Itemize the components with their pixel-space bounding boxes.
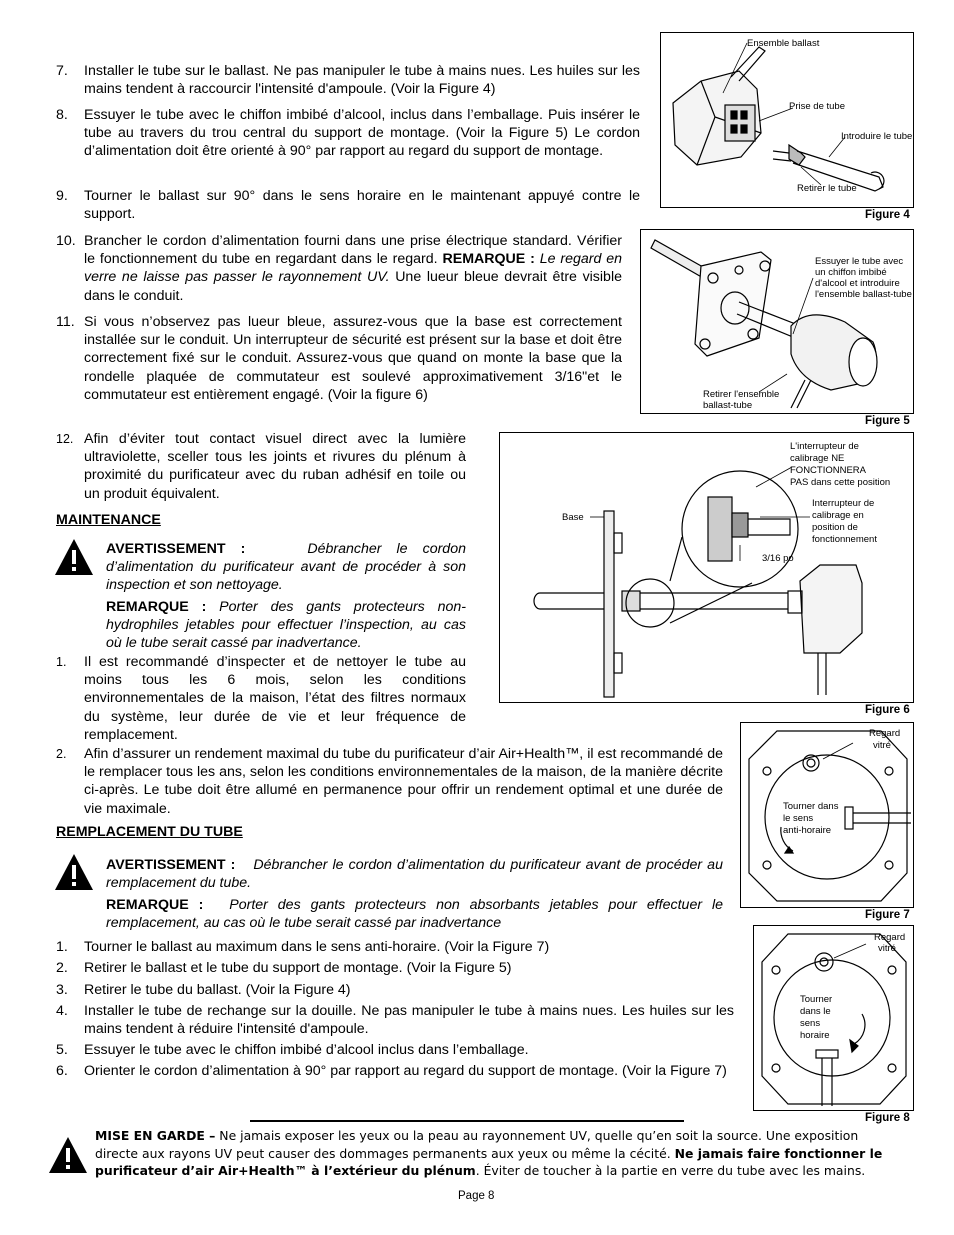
fig6-label-off-line1: L'interrupteur de [790,441,859,452]
replacement-warning [106,856,723,892]
replacement-item-1-text: Tourner le ballast au maximum dans le sens anti-horaire. (Voir la Figure 7) [84,939,550,955]
fig8-label-turn-line4: horaire [800,1030,830,1041]
warning-triangle-icon [54,538,94,576]
fig7-label-turn-line2: le sens [783,813,814,824]
maintenance-item-2-number: 2. [56,747,67,761]
maintenance-warning [106,540,466,595]
replacement-item-2-text: Retirer le ballast et le tube du support de montage. (Voir la Figure 5) [84,960,512,976]
fig5-label-insert-line1: Essuyer le tube avec [815,256,904,267]
replacement-warning-text: Débrancher le cordon d’alimentation du purificateur avant de procéder au remplacement du tube. [106,857,723,892]
fig8-label-regard-line2: vitré [878,943,896,954]
fig6-label-base: Base [562,512,584,523]
replacement-item-4-number: 4. [56,1003,68,1019]
step-7-number: 7. [56,63,68,79]
fig8-label-turn-line2: dans le [800,1006,831,1017]
replacement-item-3-number: 3. [56,982,68,998]
replacement-item-6-text: Orienter le cordon d’alimentation à 90° par rapport au regard du support de montage. (Voir la Figure 7) [84,1063,727,1079]
fig6-label-dimension: 3/16 po [762,553,794,564]
figure-7 [740,722,914,908]
fig5-label-insert-line2: un chiffon imbibé [815,267,887,278]
step-7-text: Installer le tube sur le ballast. Ne pas manipuler le tube à mains nues. Les huiles sur les mains tendent à raccourcir l'intensité d'ampoule. (Voir la Figure 4) [84,63,640,98]
replacement-item-2-number: 2. [56,960,68,976]
step-10-text-b: Une lueur bleue devrait être visible dans le conduit. [84,269,622,304]
step-8-number: 8. [56,107,68,123]
mise-en-garde-text-b: . Éviter de toucher à la partie en verre du tube avec les mains. [475,1163,866,1178]
maintenance-heading: MAINTENANCE [56,512,161,528]
figure-5-illustration [641,230,913,413]
divider-line [250,1120,684,1122]
fig4-label-remove: Retirer le tube [797,183,857,194]
step-8-text: Essuyer le tube avec le chiffon imbibé d’alcool, inclus dans l’emballage. Puis insérer le tube au travers du trou central du support de montage. (Voir la Figure 5) Le cordon d’alimentation doit être orienté à 90° par rapport au regard du support de montage. [84,107,640,160]
fig8-label-turn-line1: Tourner [800,994,833,1005]
fig7-label-turn-line3: anti-horaire [783,825,832,836]
replacement-note-label: REMARQUE : [106,897,204,913]
step-11-number: 11. [56,314,75,330]
fig4-label-socket: Prise de tube [789,101,845,112]
step-10-note-italic: Le regard en verre ne laisse pas passer le rayonnement UV. [84,251,622,286]
figure-6-caption: Figure 6 [865,704,910,716]
fig7-label-regard-line2: vitré [873,740,891,751]
maintenance-warning-text: Débrancher le cordon d’alimentation du purificateur avant de procéder à son inspection et son nettoyage. [106,541,466,594]
fig5-label-insert-line4: l'ensemble ballast-tube [815,289,912,300]
replacement-item-5-text: Essuyer le tube avec le chiffon imbibé d’alcool inclus dans l’emballage. [84,1042,529,1058]
fig8-label-regard-line1: Regard [874,932,906,943]
figure-7-illustration [741,723,913,907]
replacement-note [106,896,723,932]
warning-triangle-icon [48,1136,88,1174]
figure-6 [499,432,914,703]
replacement-note-text: Porter des gants protecteurs non absorbants jetables pour effectuer le remplacement, au cas où le tube serait cassé par inadvertance [106,897,724,932]
fig6-label-on-line4: fonctionnement [812,534,877,545]
mise-en-garde-label: MISE EN GARDE – [95,1128,216,1143]
replacement-warning-label: AVERTISSEMENT : [106,857,236,873]
mise-en-garde-text-a: Ne jamais exposer les yeux ou la peau au rayonnement UV, quelle qu’en soit la source. Une exposition directe aux rayons UV peut causer des dommages permanents aux yeux ou même la cécité. [95,1128,859,1161]
fig4-label-ballast: Ensemble ballast [747,38,820,49]
fig6-label-off-line3: FONCTIONNERA [790,465,866,476]
step-10-note-label: REMARQUE : [442,251,540,268]
replacement-item-6-number: 6. [56,1063,68,1079]
fig6-label-on-line3: position de [812,522,858,533]
page-number: Page 8 [458,1190,495,1202]
figure-7-caption: Figure 7 [865,909,910,921]
figure-5 [640,229,914,414]
figure-8-illustration [754,926,913,1110]
replacement-item-4-text: Installer le tube de rechange sur la douille. Ne pas manipuler le tube à mains nues. Les huiles sur les mains tendent à réduire l'intensité d'ampoule. [84,1003,734,1038]
replacement-item-3-text: Retirer le tube du ballast. (Voir la Figure 4) [84,982,351,998]
figure-8-caption: Figure 8 [865,1112,910,1124]
mise-en-garde [95,1127,895,1180]
maintenance-warning-label: AVERTISSEMENT : [106,541,246,557]
replacement-heading: REMPLACEMENT DU TUBE [56,824,243,840]
replacement-item-5-number: 5. [56,1042,68,1058]
figure-4-illustration [661,33,913,207]
maintenance-item-1-text: Il est recommandé d’inspecter et de nettoyer le tube au moins tous les 6 mois, selon les conditions environnementales de la maison, l’état des filtres normaux du système, leur durée de vie et leur fréquence de remplacement. [84,654,466,743]
fig5-label-remove-line1: Retirer l'ensemble [703,389,780,400]
step-12-number: 12. [56,432,74,446]
mise-en-garde-bold: Ne jamais faire fonctionner le purificateur d’air Air+Health™ à l’extérieur du plénum [95,1145,883,1178]
maintenance-note-text: Porter des gants protecteurs non-hydrophiles jetables pour effectuer l’inspection, au cas où le tube serait cassé par inadvertance. [106,599,466,652]
fig6-label-on-line1: Interrupteur de [812,498,875,509]
fig6-label-off-line2: calibrage NE [790,453,845,464]
figure-4-caption: Figure 4 [865,209,910,221]
step-10-text-a: Brancher le cordon d’alimentation fourni dans une prise électrique standard. Vérifier le fonctionnement du tube en regardant dans le regard. [84,233,622,268]
fig5-label-insert-line3: d'alcool et introduire [815,278,900,289]
maintenance-item-2-text: Afin d’assurer un rendement maximal du tube du purificateur d’air Air+Health™, il est recommandé de le remplacer tous les ans, selon les conditions environnementales de la maison, de la manière décrite ci-après. Le tube doit être allumé en permanence pour offrir un rendement optimal et une durée de vie maximale. [84,746,723,817]
figure-5-caption: Figure 5 [865,415,910,427]
fig6-label-on-line2: calibrage en [812,510,864,521]
maintenance-note [106,598,466,653]
figure-8 [753,925,914,1111]
step-9-number: 9. [56,188,68,204]
step-10-number: 10. [56,233,76,249]
figure-4 [660,32,914,208]
replacement-item-1-number: 1. [56,939,68,955]
fig6-label-off-line4: PAS dans cette position [790,477,891,488]
step-12-text: Afin d’éviter tout contact visuel direct avec la lumière ultraviolette, sceller tous les joints et rivures du plénum à proximité du purificateur avec du ruban adhésif en toile ou un produit équivalent. [84,431,466,502]
maintenance-note-label: REMARQUE : [106,599,207,615]
step-11-text: Si vous n’observez pas lueur bleue, assurez-vous que la base est correctement installée sur le conduit. Un interrupteur de sécurité est présent sur la base et doit être correctement fixé sur le conduit. Assurez-vous que quand on monte la base que la rondelle plaquée de commutateur est soulevé approximativement 3/16"et le commutateur est entièrement engagé. (Voir la figure 6) [84,314,622,403]
fig7-label-turn-line1: Tourner dans [783,801,839,812]
fig5-label-remove-line2: ballast-tube [703,400,753,411]
warning-triangle-icon [54,853,94,891]
step-10-text [84,232,622,305]
fig8-label-turn-line3: sens [800,1018,821,1029]
fig7-label-regard-line1: Regard [869,728,901,739]
maintenance-item-1-number: 1. [56,655,67,669]
figure-6-illustration [500,433,913,702]
step-9-text: Tourner le ballast sur 90° dans le sens horaire en le maintenant appuyé contre le support. [84,188,640,223]
fig4-label-insert: Introduire le tube [841,131,913,142]
